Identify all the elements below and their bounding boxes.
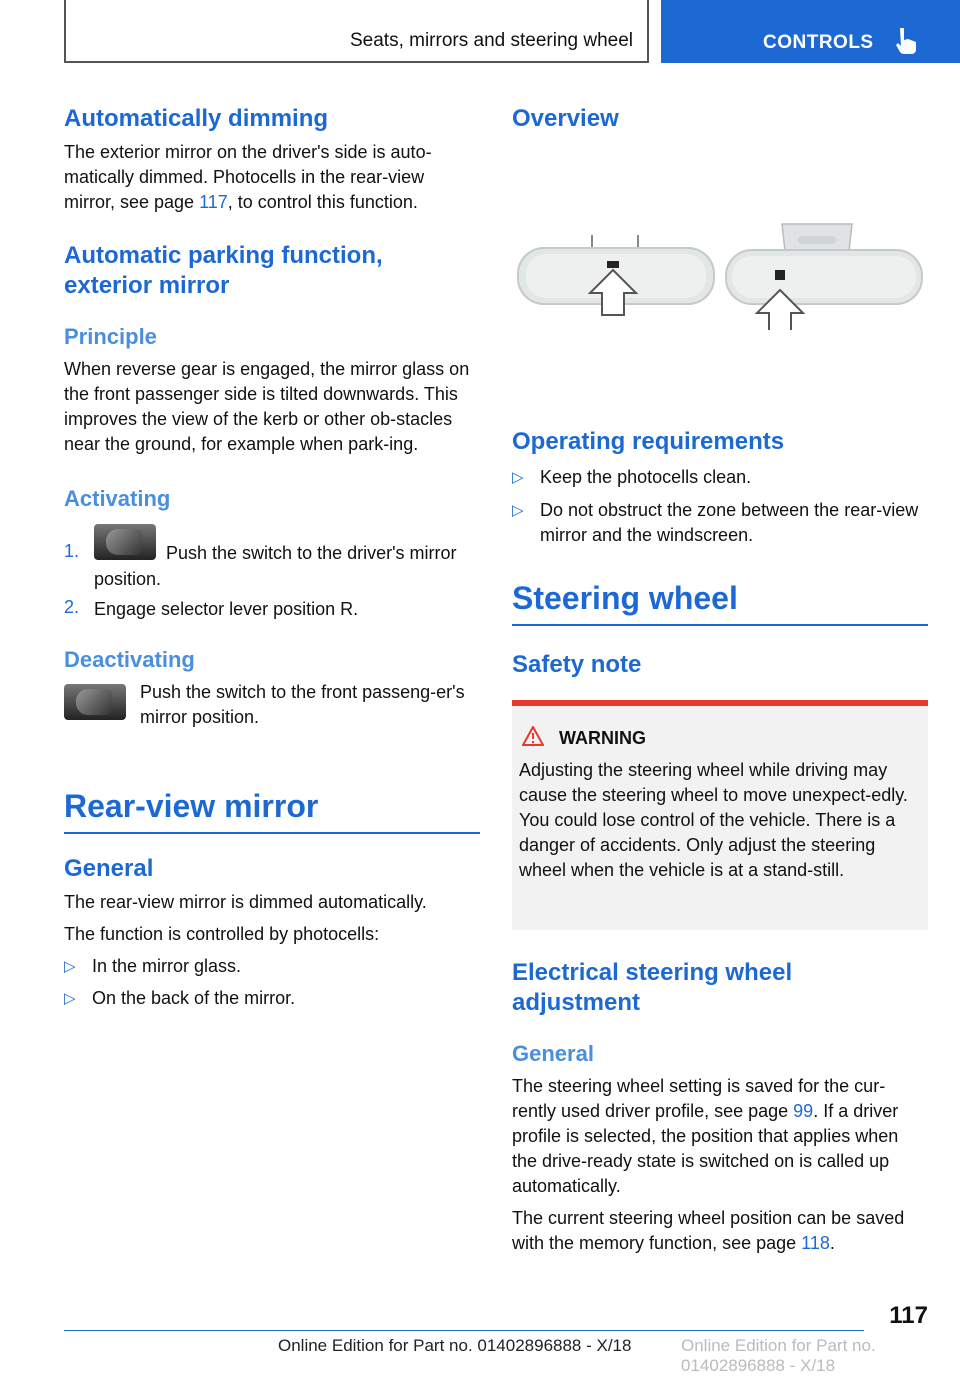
bullet-text: Do not obstruct the zone between the rear-view mirror and the windscreen. xyxy=(540,500,919,545)
deactivating-step xyxy=(64,680,480,734)
warning-triangle-icon xyxy=(522,726,544,746)
page-link-117[interactable]: 117 xyxy=(199,192,228,212)
elec-text-1b: . If a driver profile is selected, the position that applies when the drive-ready state is switched on is called up automatically. xyxy=(512,1101,899,1196)
page-link-99[interactable]: 99 xyxy=(793,1101,814,1121)
step1-text-b: position. xyxy=(94,569,162,589)
principle-paragraph: When reverse gear is engaged, the mirror glass on the front passenger side is tilted downwards. This improves the view of the kerb or other ob-stacles near the ground, for example when park-ing. xyxy=(64,359,470,454)
heading-elec-line1: Electrical steering wheel xyxy=(512,959,793,986)
heading-deactivating: Deactivating xyxy=(64,647,195,672)
bullet-text: In the mirror glass. xyxy=(92,956,242,976)
elec-text-2a: The current steering wheel position can be saved with the memory function, see page xyxy=(512,1208,905,1253)
auto-dim-text: The exterior mirror on the driver's side is auto-matically dimmed. Photocells in the rear-view mirror, see page xyxy=(64,142,432,212)
heading-parking-line2: exterior mirror xyxy=(64,272,230,299)
warning-box xyxy=(512,700,928,930)
step1-text-a: Push the switch to the driver's mirror xyxy=(166,543,457,563)
deactivating-text: Push the switch to the front passeng-er's mirror position. xyxy=(140,682,465,727)
elec-text-1a: The steering wheel setting is saved for the cur-rently used driver profile, see page xyxy=(512,1076,886,1121)
left-column xyxy=(64,104,480,1011)
mirror-switch-passenger-image xyxy=(64,684,126,720)
heading-principle: Principle xyxy=(64,324,157,349)
heading-automatically-dimming: Automatically dimming xyxy=(64,105,329,132)
heading-parking-line1: Automatic parking function, xyxy=(64,242,383,269)
right-column xyxy=(512,104,928,1256)
footer-watermark: Online Edition for Part no. 01402896888 - X/18 xyxy=(681,1336,876,1375)
heading-overview: Overview xyxy=(512,105,619,132)
bullet-triangle-icon: ▷ xyxy=(512,469,524,486)
heading-operating-requirements: Operating requirements xyxy=(512,428,785,455)
list-item xyxy=(64,954,480,979)
header-section-title: Seats, mirrors and steering wheel xyxy=(349,30,633,51)
heading-electrical-steering xyxy=(512,958,928,1018)
rear-view-mirror-illustration xyxy=(512,140,928,330)
footer-rule xyxy=(64,1330,864,1331)
bullet-triangle-icon: ▷ xyxy=(64,958,76,975)
header-chapter-tab[interactable] xyxy=(661,0,960,63)
mirror-switch-driver-image xyxy=(94,524,156,560)
heading-elec-line2: adjustment xyxy=(512,989,641,1016)
heading-activating: Activating xyxy=(64,486,171,511)
bullet-text: Keep the photocells clean. xyxy=(540,467,752,487)
list-item xyxy=(64,986,480,1011)
auto-dim-text-end: , to control this function. xyxy=(227,192,418,212)
heading-rear-view-mirror: Rear-view mirror xyxy=(64,788,319,824)
header-chapter-label: CONTROLS xyxy=(763,32,874,53)
pointing-hand-icon xyxy=(896,26,922,54)
activating-step-2 xyxy=(64,597,480,622)
bullet-text: On the back of the mirror. xyxy=(92,988,296,1008)
bullet-triangle-icon: ▷ xyxy=(512,502,524,519)
elec-text-2b: . xyxy=(829,1233,835,1253)
heading-general: General xyxy=(64,855,154,882)
step-number: 2. xyxy=(64,597,80,617)
footer-edition: Online Edition for Part no. 01402896888 - X/18 xyxy=(278,1336,632,1355)
step-number: 1. xyxy=(64,541,80,561)
section-rule xyxy=(512,624,928,626)
bullet-triangle-icon: ▷ xyxy=(64,990,76,1007)
warning-text: Adjusting the steering wheel while driving may cause the steering wheel to move unexpect-edly. You could lose control of the vehicle. There is a danger of accidents. Only adjust the steering wheel when the vehicle is at a stand-still. xyxy=(519,760,908,880)
auto-dim-paragraph xyxy=(64,140,480,215)
general-text-2: The function is controlled by photocells: xyxy=(64,924,380,944)
heading-elec-general: General xyxy=(512,1041,594,1066)
general-text-1: The rear-view mirror is dimmed automatically. xyxy=(64,892,427,912)
heading-steering-wheel: Steering wheel xyxy=(512,580,738,616)
header-section-box xyxy=(64,0,649,63)
page-number: 117 xyxy=(889,1302,928,1329)
activating-step-1 xyxy=(64,525,480,587)
list-item xyxy=(512,498,928,548)
page-link-118[interactable]: 118 xyxy=(801,1233,830,1253)
elec-paragraph-1 xyxy=(512,1074,928,1199)
section-rule xyxy=(64,832,480,834)
list-item xyxy=(512,465,928,490)
step2-text: Engage selector lever position R. xyxy=(94,599,359,619)
elec-paragraph-2 xyxy=(512,1206,928,1256)
heading-safety-note: Safety note xyxy=(512,651,642,678)
warning-label: WARNING xyxy=(559,728,646,748)
heading-parking-function xyxy=(64,241,480,301)
